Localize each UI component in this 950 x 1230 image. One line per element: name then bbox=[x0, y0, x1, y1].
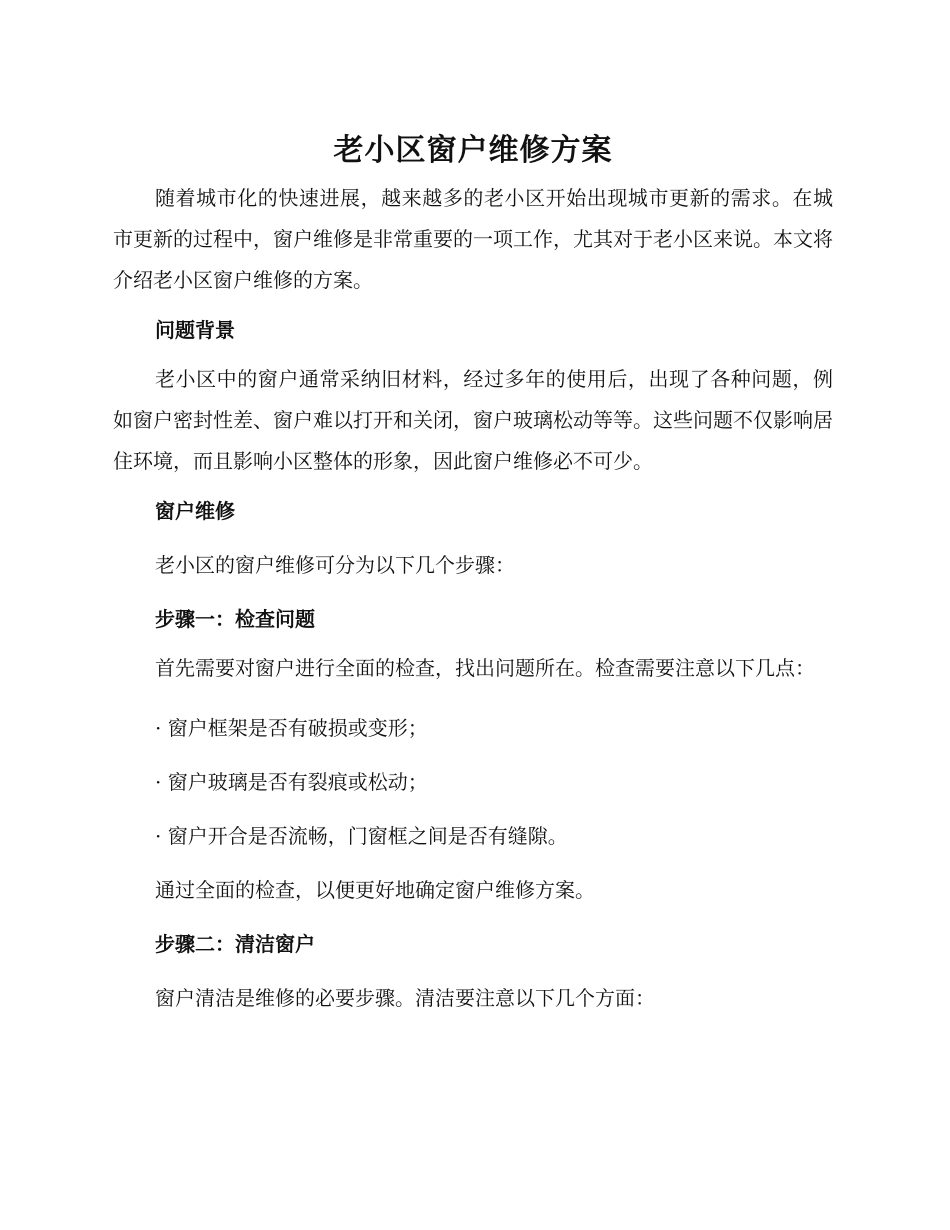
step1-bullet-1: · 窗户框架是否有破损或变形； bbox=[155, 716, 428, 740]
background-paragraph: 老小区中的窗户通常采纳旧材料，经过多年的使用后，出现了各种问题，例如窗户密封性差、窗户难以打开和关闭，窗户玻璃松动等等。这些问题不仅影响居住环境，而且影响小区整体的形象，因此窗户维修必不可少。 bbox=[113, 367, 833, 473]
repair-paragraph: 老小区的窗户维修可分为以下几个步骤： bbox=[155, 553, 515, 577]
step1-conclusion: 通过全面的检查，以便更好地确定窗户维修方案。 bbox=[155, 878, 595, 902]
section-heading-step1: 步骤一：检查问题 bbox=[155, 607, 315, 631]
intro-paragraph: 随着城市化的快速进展，越来越多的老小区开始出现城市更新的需求。在城市更新的过程中，窗户维修是非常重要的一项工作，尤其对于老小区来说。本文将介绍老小区窗户维修的方案。 bbox=[113, 186, 833, 292]
step1-bullet-3: · 窗户开合是否流畅，门窗框之间是否有缝隙。 bbox=[155, 824, 568, 848]
step1-bullet-2: · 窗户玻璃是否有裂痕或松动； bbox=[155, 770, 428, 794]
step2-paragraph: 窗户清洁是维修的必要步骤。清洁要注意以下几个方面： bbox=[155, 986, 655, 1010]
section-heading-repair: 窗户维修 bbox=[155, 499, 235, 523]
step1-paragraph: 首先需要对窗户进行全面的检查，找出问题所在。检查需要注意以下几点： bbox=[155, 656, 815, 680]
document-content bbox=[113, 128, 833, 1013]
section-heading-background: 问题背景 bbox=[155, 318, 235, 342]
document-title: 老小区窗户维修方案 bbox=[333, 133, 613, 168]
section-heading-step2: 步骤二：清洁窗户 bbox=[155, 932, 315, 956]
